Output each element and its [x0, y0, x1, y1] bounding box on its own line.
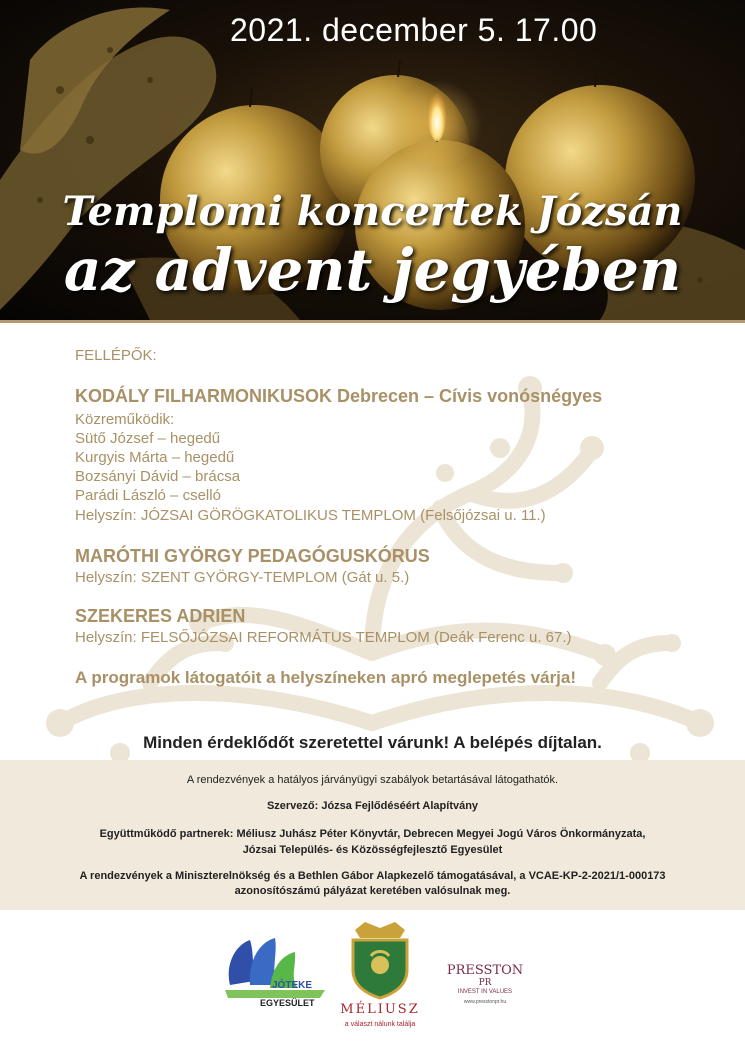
presston-pr: PR: [478, 978, 492, 988]
member-2: Kurgyis Márta – hegedű: [75, 449, 235, 466]
title-line-2: az advent jegyében: [63, 236, 682, 304]
presston-name: PRESSTON: [446, 963, 524, 978]
performer-1-venue: Helyszín: JÓZSAI GÖRÖGKATOLIKUS TEMPLOM (Felsőjózsai u. 11.): [75, 507, 546, 524]
sponsor-logos: [0, 910, 745, 1053]
joteke-logo: [220, 930, 330, 1010]
joteke-sub: EGYESÜLET: [260, 998, 315, 1008]
member-3: Bozsányi Dávid – brácsa: [75, 468, 241, 485]
event-date: 2021. december 5. 17.00: [230, 12, 598, 48]
coat-of-arms-icon: [335, 920, 425, 1000]
partners-line-2: Józsai Település- és Közösségfejlesztő Egyesület: [242, 844, 503, 856]
member-1: Sütő József – hegedű: [75, 430, 221, 447]
info-band: [0, 760, 745, 910]
title-line-1: Templomi koncertek Józsán: [62, 188, 683, 235]
meliusz-name: MÉLIUSZ: [340, 1002, 420, 1017]
performer-2-name: MARÓTHI GYÖRGY PEDAGÓGUSKÓRUS: [75, 546, 430, 566]
support-line-1: A rendezvények a Miniszterelnökség és a Bethlen Gábor Alapkezelő támogatásával, a VCAE-KP-2-2021/1-000173: [79, 870, 666, 882]
rules-note: A rendezvények a hatályos járványügyi szabályok betartásával látogathatók.: [186, 774, 559, 786]
contributors-label: Közreműködik:: [75, 411, 175, 428]
welcome-message: Minden érdeklődőt szeretettel várunk! A belépés díjtalan.: [143, 733, 602, 752]
performer-3-name: SZEKERES ADRIEN: [75, 606, 246, 626]
performer-2-venue: Helyszín: SZENT GYÖRGY-TEMPLOM (Gát u. 5.): [75, 569, 410, 586]
header-photo: [0, 0, 745, 320]
presston-tagline: INVEST IN VALUES: [457, 989, 513, 995]
member-4: Parádi László – cselló: [75, 487, 221, 504]
meliusz-logo: [335, 920, 425, 1040]
surprise-note: A programok látogatóit a helyszíneken apró meglepetés várja!: [75, 668, 577, 687]
partners-line-1: Együttműködő partnerek: Méliusz Juhász Péter Könyvtár, Debrecen Megyei Jogú Város Önkormányzata,: [99, 828, 646, 840]
program-section: [0, 323, 745, 760]
meliusz-tagline: a választ nálunk találja: [344, 1021, 416, 1028]
performers-label: FELLÉPŐK:: [75, 347, 157, 364]
presston-logo: [445, 955, 525, 1015]
organizer: Szervező: Józsa Fejlődéséért Alapítvány: [266, 800, 479, 812]
joteke-name: JÓTEKE: [272, 980, 313, 991]
performer-3-venue: Helyszín: FELSŐJÓZSAI REFORMÁTUS TEMPLOM (Deák Ferenc u. 67.): [75, 629, 572, 646]
presston-url: www.presstonpr.hu: [463, 999, 507, 1005]
performer-1-name: KODÁLY FILHARMONIKUSOK Debrecen – Cívis vonósnégyes: [75, 386, 603, 406]
support-line-2: azonosítószámú pályázat keretében valósulnak meg.: [234, 885, 511, 897]
